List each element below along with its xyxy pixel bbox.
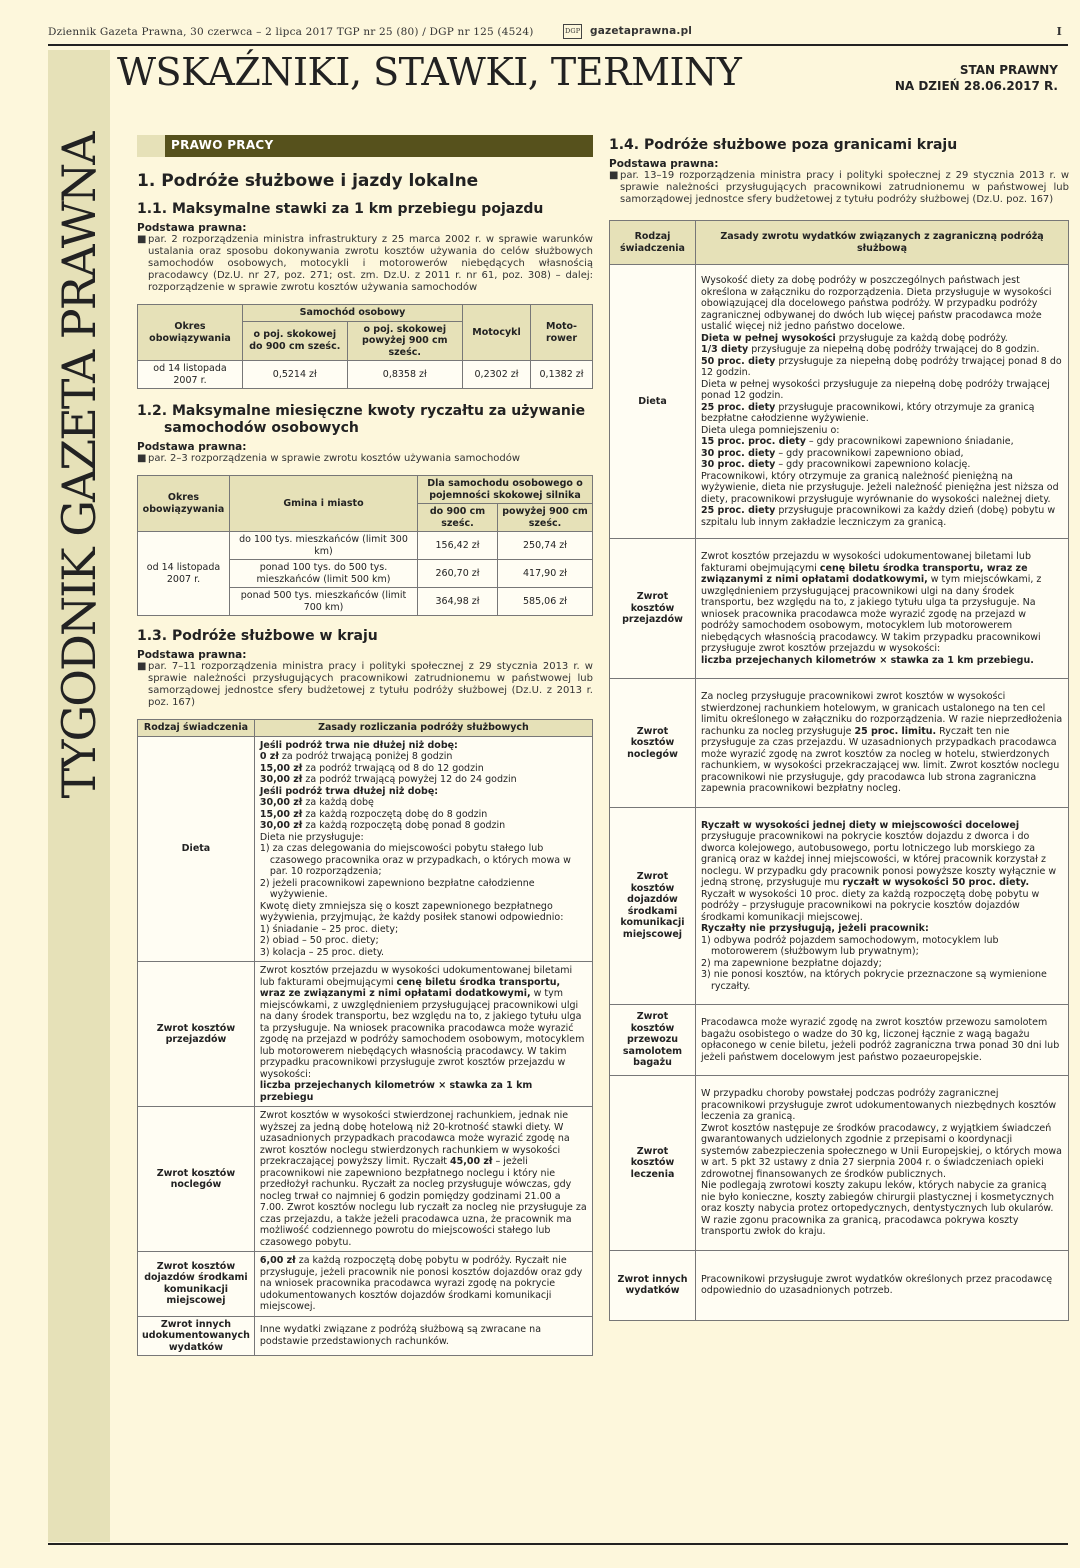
desc-line: Dieta w pełnej wysokości przysługuje za każdą dobę podróży.	[701, 332, 1008, 344]
desc-line: Pracownikowi, który otrzymuje za granicą należność pieniężną na wyżywienie, dieta nie przysługuje. Jeżeli należność pieniężna jest niższa od diety, pracownikowi przysługuje wyrównanie do wysokości należnej diety.	[701, 470, 1059, 505]
s13-basis-label: Podstawa prawna:	[137, 649, 247, 661]
s13-basis: ■ par. 7–11 rozporządzenia ministra pracy i polityki społecznej z 29 stycznia 2013 r. w sprawie należności przysługujących pracownikowi zatrudnionemu w państwowej lub samorządowej jednostce sfery budżetowej z tytułu podróży służbowej (Dz.U. z 2013 r. poz. 167)	[137, 661, 593, 708]
col-car: Samochód osobowy	[243, 305, 463, 322]
desc-line: 30,00 zł za każdą dobę	[259, 797, 374, 808]
desc-line: Jeśli podróż trwa dłużej niż dobę:	[259, 785, 439, 797]
desc-line: Wysokość diety za dobę podróży w poszczególnych państwach jest określona w załączniku do rozporządzenia. Dieta przysługuje w wysokości obowiązującej dla docelowego państwa podróży. W przypadku podróży zagranicznej odbywanej do dwóch lub więcej państw pracodawca może ustalić więcej niż jedno państwo docelowe.	[701, 275, 1052, 332]
s12-title: 1.2. Maksymalne miesięczne kwoty ryczałtu za używanie samochodów osobowych	[137, 403, 586, 436]
sidebar-title: TYGODNIK GAZETA PRAWNA	[52, 133, 106, 799]
s11-basis: ■ par. 2 rozporządzenia ministra infrastruktury z 25 marca 2002 r. w sprawie warunków ustalania oraz sposobu dokonywania zwrotu kosztów używania do celów służbowych samochodów osobowych, motocykli i motorowerów niebędących własnością pracodawcy (Dz.U. nr 27, poz. 271; ost. zm. Dz.U. z 2011 r. nr 61, poz. 308) – dalej: rozporządzenie w sprawie zwrotu kosztów używania samochodów	[137, 234, 593, 293]
desc-line: 30 proc. diety – gdy pracownikowi zapewniono obiad,	[701, 447, 964, 459]
desc-line: 30 proc. diety – gdy pracownikowi zapewniono kolację.	[701, 459, 971, 470]
left-column	[137, 135, 593, 1356]
desc-line: 3) kolacja – 25 proc. diety.	[259, 946, 385, 958]
s14-basis-label: Podstawa prawna:	[609, 158, 719, 170]
col-period: Okres obowiązywania	[138, 476, 230, 532]
table-row: Dieta Wysokość diety za dobę podróży w poszczególnych państwach jest określona w załączniku do rozporządzenia. Dieta przysługuje w wysokości obowiązującej dla docelowego państwa podróży. W przypadku podróży zagranicznej odbywanej do dwóch lub więcej państw pracodawca może ustalić więcej niż jedno państwo docelowe. Dieta w pełnej wysokości przysługuje za każdą dobę podróży. 1/3 diety przysługuje za niepełną dobę podróży trwającej do 8 godzin. 50 proc. diety przysługuje za niepełną dobę podróży trwającej ponad 8 do 12 godzin. Dieta w pełnej wysokości przysługuje za niepełną dobę podróży trwającej ponad 12 godzin. 25 proc. diety przysługuje pracownikowi, który otrzymuje za granicą bezpłatne całodzienne wyżywienie. Dieta ulega pomniejszeniu o: 15 proc. proc. diety – gdy pracownikowi zapewniono śniadanie, 30 proc. diety – gdy pracownikowi zapewniono obiad, 30 proc. diety – gdy pracownikowi zapewniono kolację. Pracownikowi, który otrzymuje za granicą należność pieniężną na wyżywienie, dieta nie przysługuje. Jeżeli należność pieniężna jest niższa od diety, pracownikowi przysługuje wyrównanie do wysokości należnej diety. 25 proc. diety przysługuje pracownikowi za każdy dzień (dobę) pobytu w szpitalu lub innym zakładzie leczniczym za granicą.	[610, 265, 1069, 539]
col-big: powyżej 900 cm sześc.	[498, 504, 593, 532]
section-label: PRAWO PRACY	[171, 138, 274, 152]
legal-state	[895, 62, 1058, 94]
table-row: Zwrot kosztów noclegów Zwrot kosztów w wysokości stwierdzonej rachunkiem, jednak nie wyższej za jedną dobę hotelową niż 20-krotność stawki diety. W uzasadnionych przypadkach pracodawca może wyrazić zgodę na zwrot kosztów noclegu stwierdzonych rachunkiem w wysokości przekraczającej powyższy limit. Ryczałt 45,00 zł – jeżeli pracownikowi nie zapewniono bezpłatnego noclegu i który nie przedłożył rachunku. Ryczałt za nocleg przysługuje wówczas, gdy nocleg trwał co najmniej 6 godzin pomiędzy godzinami 21.00 a 7.00. Zwrot kosztów noclegu lub ryczałt za nocleg nie przysługuje za czas przejazdu, a także jeżeli pracodawca uzna, że pracownik ma możliwość codziennego powrotu do miejscowości stałego lub czasowego pobytu.	[138, 1107, 593, 1252]
table-row: Zwrot innych udokumentowanych wydatków Inne wydatki związane z podróżą służbową są zwracane na podstawie przedstawionych rachunków.	[138, 1316, 593, 1356]
s13-table	[137, 719, 593, 1356]
col-kind: Rodzaj świadczenia	[138, 720, 255, 737]
table-row: Zwrot kosztów dojazdów środkami komunikacji miejscowej 6,00 zł za każdą rozpoczętą dobę pobytu w podróży. Ryczałt nie przysługuje, jeżeli pracownik nie ponosi kosztów dojazdów oraz gdy na wniosek pracownika pracodawca wyrazi zgodę na pokrycie udokumentowanych kosztów dojazdów środkami komunikacji miejscowej.	[138, 1252, 593, 1317]
s12-basis-label: Podstawa prawna:	[137, 441, 247, 453]
table-row: Zwrot kosztów przejazdów Zwrot kosztów przejazdu w wysokości udokumentowanej biletami lub fakturami obejmującymi cenę biletu środka transportu, wraz ze związanymi z nimi opłatami dodatkowymi, w tym miejscówkami, z uwzględnieniem przysługującej pracownikowi ulgi na dany środek transportu, bez względu na to, z jakiego tytułu ulga ta przysługuje. Na wniosek pracownika pracodawca może wyrazić zgodę na przejazd w podróży samochodem osobowym, motocyklem lub motorowerem niebędących własnością pracodawcy. W takim przypadku pracownikowi przysługuje zwrot kosztów przejazdu w wysokości: liczba przejechanych kilometrów × stawka za 1 km przebiegu	[138, 962, 593, 1107]
desc-line: 30,00 zł za każdą rozpoczętą dobę ponad 8 godzin	[259, 820, 506, 831]
col-car-small: o poj. skokowej do 900 cm sześc.	[243, 321, 348, 361]
s11-title: 1.1. Maksymalne stawki za 1 km przebiegu pojazdu	[137, 201, 544, 217]
desc-line: 25 proc. diety przysługuje pracownikowi, który otrzymuje za granicą bezpłatne całodzienne wyżywienie.	[701, 401, 1035, 424]
s13-dieta-desc	[254, 736, 592, 962]
bottom-rule	[48, 1543, 1068, 1545]
desc-line: Dieta ulega pomniejszeniu o:	[701, 424, 840, 436]
s13-title: 1.3. Podróże służbowe w kraju	[137, 628, 378, 644]
col-kind: Rodzaj świadczenia	[610, 221, 696, 265]
desc-line: 2) jeżeli pracownikowi zapewniono bezpłatne całodzienne wyżywienie.	[259, 877, 535, 900]
col-rules: Zasady rozliczania podróży służbowych	[254, 720, 592, 737]
col-group: Dla samochodu osobowego o pojemności skokowej silnika	[418, 476, 593, 504]
col-period: Okres obowiązywania	[138, 305, 243, 361]
table-row: ponad 500 tys. mieszkańców (limit 700 km) 364,98 zł 585,06 zł	[138, 588, 593, 616]
table-row: Zwrot kosztów przejazdów Zwrot kosztów przejazdu w wysokości udokumentowanej biletami lub fakturami obejmującymi cenę biletu środka transportu, wraz ze związanymi z nimi opłatami dodatkowymi, w tym miejscówkami, z uwzględnieniem przysługującej pracownikowi ulgi na dany środek transportu, bez względu na to, z jakiego tytułu ulga ta przysługuje. Na wniosek pracownika pracodawca może wyrazić zgodę na przejazd w podróży samochodem osobowym, motocyklem lub motorowerem niebędących własnością pracodawcy. W takim przypadku pracownikowi przysługuje zwrot kosztów przejazdu w wysokości: liczba przejechanych kilometrów × stawka za 1 km przebiegu.	[610, 539, 1069, 679]
s11-table	[137, 304, 593, 389]
col-gmina: Gmina i miasto	[230, 476, 418, 532]
table-row: Zwrot innych wydatków Pracownikowi przysługuje zwrot wydatków określonych przez pracodawcę odpowiednio do uzasadnionych potrzeb.	[610, 1250, 1069, 1320]
desc-line: 1) śniadanie – 25 proc. diety;	[259, 923, 399, 935]
desc-line: 15,00 zł za każdą rozpoczętą dobę do 8 godzin	[259, 808, 488, 820]
desc-line: Dieta nie przysługuje:	[259, 831, 364, 843]
desc-line: 2) obiad – 50 proc. diety;	[259, 935, 379, 946]
table-row: od 14 listopada 2007 r. 0,5214 zł 0,8358 zł 0,2302 zł 0,1382 zł	[138, 361, 593, 389]
legal-state-line2: NA DZIEŃ 28.06.2017 R.	[894, 79, 1058, 93]
desc-line: 30,00 zł za podróż trwającą powyżej 12 do 24 godzin	[259, 774, 517, 785]
table-row: Zwrot kosztów dojazdów środkami komunikacji miejscowej Ryczałt w wysokości jednej diety w miejscowości docelowej przysługuje pracownikowi na pokrycie kosztów dojazdu z dworca i do dworca kolejowego, autobusowego, portu lotniczego lub morskiego za granicą oraz w każdej innej miejscowości, w której pracownik korzystał z noclegu. W przypadku gdy pracownik ponosi powyższe koszty wyłącznie w jedną stronę, przysługuje mu ryczałt w wysokości 50 proc. diety. Ryczałt w wysokości 10 proc. diety za każdą rozpoczętą dobę pobytu w podróży – przysługuje pracownikowi na pokrycie kosztów dojazdów środkami komunikacji miejscowej. Ryczałty nie przysługują, jeżeli pracownik: 1) odbywa podróż pojazdem samochodowym, motocyklem lub motorowerem (służbowym lub prywatnym); 2) ma zapewnione bezpłatne dojazdy; 3) nie ponosi kosztów, na których pokrycie przeznaczone są wymienione ryczałty.	[610, 807, 1069, 1005]
section-band	[137, 135, 593, 157]
issue-info: Dziennik Gazeta Prawna, 30 czerwca – 2 lipca 2017 TGP nr 25 (80) / DGP nr 125 (4524)	[48, 26, 534, 38]
page-number: I	[1056, 25, 1062, 38]
top-rule	[48, 44, 1068, 46]
s11-basis-label: Podstawa prawna:	[137, 222, 247, 234]
col-rules: Zasady zwrotu wydatków związanych z zagraniczną podróżą służbową	[696, 221, 1069, 265]
desc-line: 1) za czas delegowania do miejscowości pobytu stałego lub czasowego pracownika oraz w przypadkach, o których mowa w par. 10 rozporządzenia;	[259, 843, 571, 877]
chapter-title: 1. Podróże służbowe i jazdy lokalne	[137, 171, 479, 191]
table-row: Dieta Jeśli podróż trwa nie dłużej niż dobę: 0 zł za podróż trwającą poniżej 8 godzin 15,00 zł za podróż trwającą od 8 do 12 godzin 30,00 zł za podróż trwającą powyżej 12 do 24 godzin Jeśli podróż trwa dłużej niż dobę: 30,00 zł za każdą dobę 15,00 zł za każdą rozpoczętą dobę do 8 godzin 30,00 zł za każdą rozpoczętą dobę ponad 8 godzin Dieta nie przysługuje: 1) za czas delegowania do miejscowości pobytu stałego lub czasowego pracownika oraz w przypadkach, o których mowa w par. 10 rozporządzenia; 2) jeżeli pracownikowi zapewniono bezpłatne całodzienne wyżywienie. Kwotę diety zmniejsza się o koszt zapewnionego bezpłatnego wyżywienia, przyjmując, że każdy posiłek stanowi odpowiednio: 1) śniadanie – 25 proc. diety; 2) obiad – 50 proc. diety; 3) kolacja – 25 proc. diety.	[138, 736, 593, 962]
desc-line: Jeśli podróż trwa nie dłużej niż dobę:	[259, 739, 458, 751]
table-row: Zwrot kosztów przewozu samolotem bagażu Pracodawca może wyrazić zgodę na zwrot kosztów przewozu samolotem bagażu osobistego o wadze do 30 kg, liczonej łącznie z wagą bagażu opłaconego w cenie biletu, jeżeli podróż zagraniczna trwa ponad 30 dni lub jeżeli państwem docelowym jest państwo pozaeuropejskie.	[610, 1005, 1069, 1076]
dgp-logo: DGP	[563, 24, 582, 39]
desc-line: 0 zł za podróż trwającą poniżej 8 godzin	[259, 751, 453, 762]
s14-basis: ■ par. 13–19 rozporządzenia ministra pracy i polityki społecznej z 29 stycznia 2013 r. w sprawie należności przysługujących pracownikowi zatrudnionemu w państwowej lub samorządowej jednostce sfery budżetowej z tytułu podróży służbowej (Dz.U. poz. 167)	[609, 170, 1069, 205]
s12-basis: ■ par. 2–3 rozporządzenia w sprawie zwrotu kosztów używania samochodów	[137, 453, 521, 464]
col-small: do 900 cm sześc.	[418, 504, 498, 532]
site-link[interactable]: gazetaprawna.pl	[590, 25, 693, 37]
s14-dieta-desc	[696, 265, 1069, 539]
col-car-big: o poj. skokowej powyżej 900 cm sześc.	[347, 321, 462, 361]
table-row: ponad 100 tys. do 500 tys. mieszkańców (limit 500 km) 260,70 zł 417,90 zł	[138, 560, 593, 588]
legal-state-line1: STAN PRAWNY	[959, 63, 1058, 77]
desc-line: Dieta w pełnej wysokości przysługuje za niepełną dobę podróży trwającej ponad 12 godzin.	[701, 378, 1050, 401]
s14-title: 1.4. Podróże służbowe poza granicami kraju	[609, 137, 958, 153]
desc-line: 15 proc. proc. diety – gdy pracownikowi zapewniono śniadanie,	[701, 436, 1014, 447]
desc-line: 25 proc. diety przysługuje pracownikowi za każdy dzień (dobę) pobytu w szpitalu lub innym zakładzie leczniczym za granicą.	[701, 505, 1056, 528]
desc-line: Kwotę diety zmniejsza się o koszt zapewnionego bezpłatnego wyżywienia, przyjmując, że każdy posiłek stanowi odpowiednio:	[259, 900, 564, 923]
s14-table	[609, 220, 1069, 1321]
s12-table	[137, 475, 593, 616]
col-moped: Moto- rower	[531, 305, 593, 361]
page-title: WSKAŹNIKI, STAWKI, TERMINY	[117, 50, 742, 94]
desc-line: 15,00 zł za podróż trwającą od 8 do 12 godzin	[259, 762, 484, 774]
page-header	[48, 22, 1068, 42]
col-moto: Motocykl	[463, 305, 531, 361]
desc-line: 1/3 diety przysługuje za niepełną dobę podróży trwającej do 8 godzin.	[701, 344, 1040, 355]
desc-line: 50 proc. diety przysługuje za niepełną dobę podróży trwającej ponad 8 do 12 godzin.	[701, 355, 1062, 378]
table-row: od 14 listopada 2007 r. do 100 tys. mieszkańców (limit 300 km) 156,42 zł 250,74 zł	[138, 532, 593, 560]
right-column	[609, 135, 1069, 1321]
table-row: Zwrot kosztów leczenia W przypadku choroby powstałej podczas podróży zagranicznej pracownikowi przysługuje zwrot udokumentowanych niezbędnych kosztów leczenia za granicą. Zwrot kosztów następuje ze środków pracodawcy, z wyjątkiem świadczeń gwarantowanych udzielonych zgodnie z przepisami o koordynacji systemów zabezpieczenia społecznego w Unii Europejskiej, o których mowa w art. 5 pkt 32 ustawy z dnia 27 sierpnia 2004 r. o świadczeniach opieki zdrowotnej finansowanych ze środków publicznych. Nie podlegają zwrotowi koszty zakupu leków, których nabycie za granicą nie było konieczne, koszty zabiegów chirurgii plastycznej i kosmetycznych oraz koszty nabycia protez ortopedycznych, dentystycznych lub okularów. W razie zgonu pracownika za granicą, pracodawca pokrywa koszty transportu zwłok do kraju.	[610, 1076, 1069, 1251]
table-row: Zwrot kosztów noclegów Za nocleg przysługuje pracownikowi zwrot kosztów w wysokości stwierdzonej rachunkiem hotelowym, w granicach ustalonego na ten cel limitu określonego w załączniku do rozporządzenia. W razie nieprzedłożenia rachunku za nocleg przysługuje 25 proc. limitu. Ryczałt ten nie przysługuje za czas przejazdu. W uzasadnionych przypadkach pracodawca może wyrazić zgodę na zwrot kosztów za nocleg w hotelu, stwierdzonych rachunkiem, w wysokości przekraczającej ww. limit. Zwrot kosztów noclegu pracownikowi nie przysługuje, gdy pracodawca lub strona zagraniczna zapewnia pracownikowi bezpłatny nocleg.	[610, 679, 1069, 808]
